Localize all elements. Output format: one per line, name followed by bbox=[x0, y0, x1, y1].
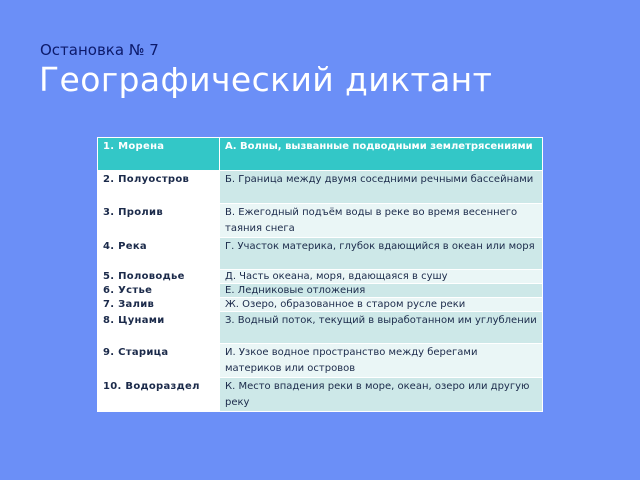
definition-cell: З. Водный поток, текущий в выработанном им углублении bbox=[220, 312, 543, 344]
definition-cell: Г. Участок материка, глубок вдающийся в океан или моря bbox=[220, 238, 543, 270]
definition-cell: В. Ежегодный подъём воды в реке во время весеннего таяния снега bbox=[220, 204, 543, 238]
term-cell: 5. Половодье bbox=[98, 270, 220, 284]
term-cell: 7. Залив bbox=[98, 298, 220, 312]
term-cell: 3. Пролив bbox=[98, 204, 220, 238]
definition-cell: К. Место впадения реки в море, океан, озеро или другую реку bbox=[220, 378, 543, 412]
table-row bbox=[98, 138, 543, 171]
table-row bbox=[98, 312, 543, 344]
table-row bbox=[98, 204, 543, 238]
term-cell: 4. Река bbox=[98, 238, 220, 270]
table-row bbox=[98, 171, 543, 204]
term-cell: 8. Цунами bbox=[98, 312, 220, 344]
definition-cell: Б. Граница между двумя соседними речными бассейнами bbox=[220, 171, 543, 204]
table-row bbox=[98, 270, 543, 284]
table-row bbox=[98, 378, 543, 412]
definition-cell: Е. Ледниковые отложения bbox=[220, 284, 543, 298]
table-row bbox=[98, 298, 543, 312]
table-row bbox=[98, 238, 543, 270]
term-cell: 9. Старица bbox=[98, 344, 220, 378]
table-row bbox=[98, 284, 543, 298]
definition-cell: Д. Часть океана, моря, вдающаяся в сушу bbox=[220, 270, 543, 284]
slide-title: Географический диктант bbox=[39, 60, 493, 99]
table-row bbox=[98, 344, 543, 378]
term-cell: 1. Морена bbox=[98, 138, 220, 171]
slide-subtitle: Остановка № 7 bbox=[40, 41, 159, 59]
definition-cell: Ж. Озеро, образованное в старом русле реки bbox=[220, 298, 543, 312]
definition-cell: А. Волны, вызванные подводными землетрясениями bbox=[220, 138, 543, 171]
term-cell: 10. Водораздел bbox=[98, 378, 220, 412]
definition-cell: И. Узкое водное пространство между берегами материков или островов bbox=[220, 344, 543, 378]
term-cell: 2. Полуостров bbox=[98, 171, 220, 204]
dictation-table bbox=[97, 137, 543, 412]
term-cell: 6. Устье bbox=[98, 284, 220, 298]
